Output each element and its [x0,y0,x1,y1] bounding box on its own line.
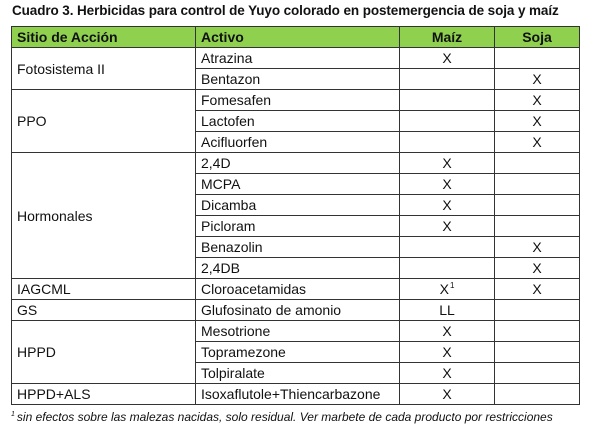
cell-soja: X [495,132,580,153]
cell-activo: 2,4DB [196,258,400,279]
cell-soja [495,321,580,342]
cell-maiz-value: X [442,197,452,213]
cell-maiz [400,90,495,111]
cell-sitio: PPO [12,90,196,153]
cell-activo: Cloroacetamidas [196,279,400,300]
cell-soja [495,153,580,174]
cell-maiz-value: X [442,344,452,360]
cell-maiz [400,153,495,174]
footnote-text: sin efectos sobre las malezas nacidas, solo residual. Ver marbete de cada producto por restricciones [16,410,553,424]
cell-sitio: IAGCML [12,279,196,300]
table-body [12,48,580,405]
cell-maiz [400,384,495,405]
table-row [12,300,580,321]
cell-activo: Benazolin [196,237,400,258]
cell-maiz [400,258,495,279]
cell-activo: MCPA [196,174,400,195]
table-row [12,48,580,69]
cell-activo: Fomesafen [196,90,400,111]
cell-maiz [400,279,495,300]
cell-maiz-value: X [442,50,452,66]
cell-activo: Tolpiralate [196,363,400,384]
cell-soja [495,48,580,69]
cell-maiz [400,300,495,321]
table-row [12,90,580,111]
cell-activo: Acifluorfen [196,132,400,153]
cell-soja [495,384,580,405]
cell-soja: X [495,111,580,132]
cell-maiz-value: X [439,281,449,297]
footnote-reference: 1 [449,281,455,290]
header-soja: Soja [495,27,580,48]
cell-maiz [400,363,495,384]
cell-maiz-value: X [442,323,452,339]
footnote-mark: 1 [11,411,15,418]
cell-soja [495,300,580,321]
cell-soja: X [495,237,580,258]
footnote [10,410,553,424]
cell-sitio: Hormonales [12,153,196,279]
cell-sitio: HPPD [12,321,196,384]
table-row [12,321,580,342]
cell-activo: Bentazon [196,69,400,90]
cell-soja [495,342,580,363]
cell-maiz [400,69,495,90]
header-maiz: Maíz [400,27,495,48]
header-sitio: Sitio de Acción [12,27,196,48]
cell-soja [495,363,580,384]
cell-activo: Isoxaflutole+Thiencarbazone [196,384,400,405]
cell-sitio: GS [12,300,196,321]
cell-soja: X [495,69,580,90]
cell-maiz-value: X [442,176,452,192]
cell-maiz [400,174,495,195]
cell-maiz [400,195,495,216]
cell-maiz [400,48,495,69]
cell-soja [495,174,580,195]
table-row [12,279,580,300]
cell-maiz-value: X [442,365,452,381]
cell-maiz [400,111,495,132]
cell-maiz [400,237,495,258]
cell-activo: Atrazina [196,48,400,69]
cell-soja [495,195,580,216]
cell-maiz [400,321,495,342]
cell-maiz-value: X [442,218,452,234]
header-row [12,27,580,48]
cell-sitio: Fotosistema II [12,48,196,90]
table-title: Cuadro 3. Herbicidas para control de Yuyo colorado en postemergencia de soja y maíz [12,3,559,18]
cell-sitio: HPPD+ALS [12,384,196,405]
cell-activo: Lactofen [196,111,400,132]
cell-maiz-value: LL [439,302,455,318]
cell-activo: Glufosinato de amonio [196,300,400,321]
cell-activo: Topramezone [196,342,400,363]
cell-maiz [400,132,495,153]
table-row [12,384,580,405]
cell-soja: X [495,258,580,279]
cell-activo: Mesotrione [196,321,400,342]
cell-maiz [400,342,495,363]
cell-soja: X [495,279,580,300]
cell-soja: X [495,90,580,111]
cell-maiz-value: X [442,386,452,402]
header-activo: Activo [196,27,400,48]
cell-maiz-value: X [442,155,452,171]
cell-activo: Dicamba [196,195,400,216]
cell-activo: Picloram [196,216,400,237]
cell-soja [495,216,580,237]
cell-activo: 2,4D [196,153,400,174]
herbicide-table [11,26,580,405]
cell-maiz [400,216,495,237]
table-row [12,153,580,174]
